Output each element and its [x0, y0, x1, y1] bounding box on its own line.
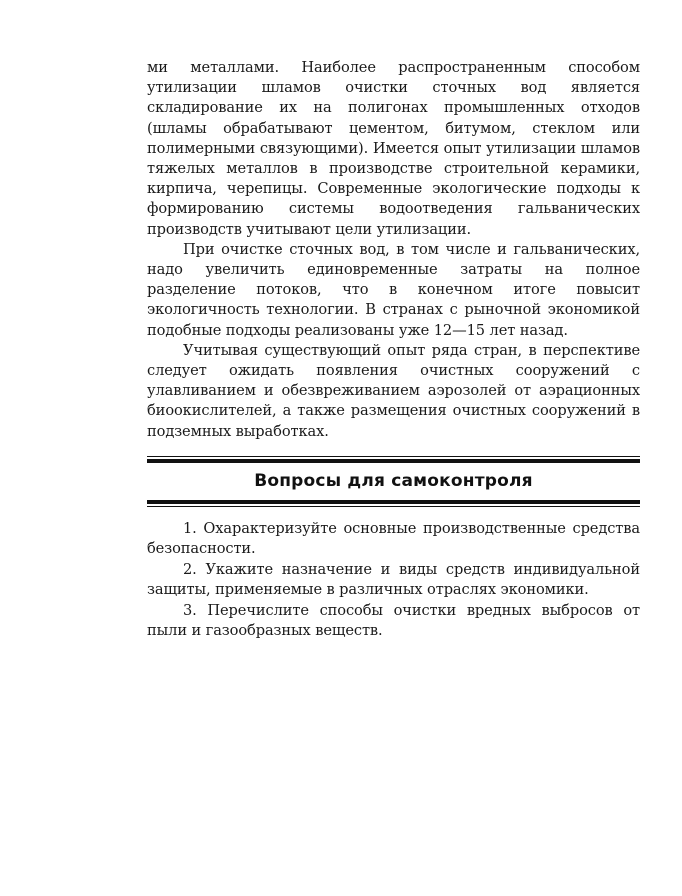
heading-top-thin-rule	[147, 456, 640, 457]
paragraph-continuation: ми металлами. Наиболее распространенным способом утилизации шламов очистки сточных вод является складирование их на полигонах промышленных отходов (шламы обрабатывают цементом, битумом, стеклом или полимерными связующими). Имеется опыт утилизации шламов тяжелых металлов в производстве строительной керамики, кирпича, черепицы. Современные экологические подходы к формированию системы водоотведения гальванических производств учитывают цели утилизации.	[147, 59, 640, 238]
question-item: 1. Охарактеризуйте основные производственные средства безопасности.	[147, 519, 640, 558]
heading-bottom-thin-rule	[147, 506, 640, 507]
heading-bottom-thick-rule	[147, 500, 640, 504]
page-content	[147, 58, 640, 642]
paragraph-outlook: Учитывая существующий опыт ряда стран, в перспективе следует ожидать появления очистных сооружений с улавливанием и обезвреживанием аэрозолей от аэрационных биоокислителей, а также размещения очистных сооружений в подземных выработках.	[147, 341, 640, 440]
section-title: Вопросы для самоконтроля	[254, 470, 533, 491]
section-heading-block	[147, 456, 640, 507]
questions-list	[147, 519, 640, 642]
paragraph-separation: При очистке сточных вод, в том числе и гальванических, надо увеличить единовременные затраты на полное разделение потоков, что в конечном итоге повысит экологичность технологии. В странах с рыночной экономикой подобные подходы реализованы уже 12—15 лет назад.	[147, 240, 640, 339]
question-item: 2. Укажите назначение и виды средств индивидуальной защиты, применяемые в различных отраслях экономики.	[147, 560, 640, 599]
body-text	[147, 58, 640, 442]
question-item: 3. Перечислите способы очистки вредных выбросов от пыли и газообразных веществ.	[147, 601, 640, 640]
